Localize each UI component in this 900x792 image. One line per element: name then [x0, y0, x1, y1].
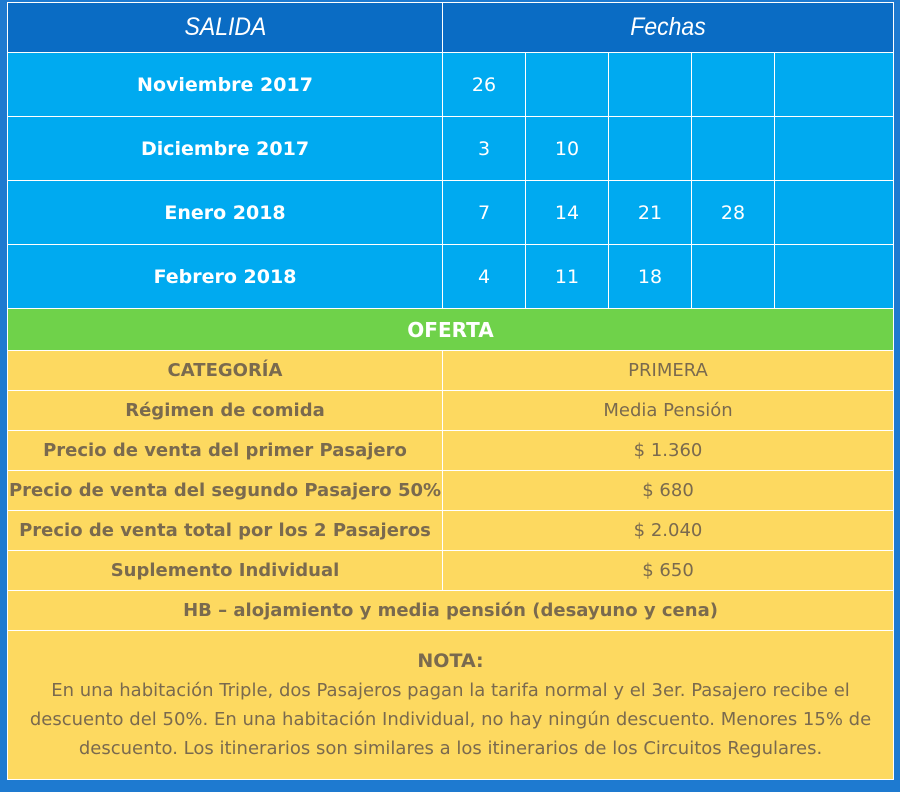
- detail-row: [8, 391, 894, 431]
- departure-row: [8, 245, 894, 309]
- departure-row: [8, 181, 894, 245]
- header-row: [8, 3, 894, 53]
- detail-value: $ 650: [443, 551, 894, 591]
- departure-date: 10: [526, 117, 609, 181]
- departure-date: 11: [526, 245, 609, 309]
- oferta-row: [8, 309, 894, 351]
- departure-date: 3: [443, 117, 526, 181]
- salida-header: SALIDA: [8, 3, 443, 53]
- detail-label: Suplemento Individual: [8, 551, 443, 591]
- departure-date: [609, 117, 692, 181]
- departure-month: Enero 2018: [8, 181, 443, 245]
- detail-value: Media Pensión: [443, 391, 894, 431]
- detail-label: Precio de venta del primer Pasajero: [8, 431, 443, 471]
- nota-cell: [8, 631, 894, 780]
- departure-date: [775, 245, 894, 309]
- departure-date: 28: [692, 181, 775, 245]
- departure-date: [526, 53, 609, 117]
- departure-date: [775, 181, 894, 245]
- detail-value: $ 1.360: [443, 431, 894, 471]
- departure-date: [692, 245, 775, 309]
- detail-label: Régimen de comida: [8, 391, 443, 431]
- departure-month: Noviembre 2017: [8, 53, 443, 117]
- departure-row: [8, 53, 894, 117]
- detail-value: PRIMERA: [443, 351, 894, 391]
- detail-row: [8, 471, 894, 511]
- departure-date: [609, 53, 692, 117]
- oferta-heading: OFERTA: [8, 309, 894, 351]
- nota-text: En una habitación Triple, dos Pasajeros pagan la tarifa normal y el 3er. Pasajero recibe el descuento del 50%. En una habitación Individual, no hay ningún descuento. Menores 15% de descuento. Los itinerarios son similares a los itinerarios de los Circuitos Regulares.: [29, 680, 872, 759]
- detail-label: CATEGORÍA: [8, 351, 443, 391]
- departure-date: [775, 117, 894, 181]
- detail-label: Precio de venta total por los 2 Pasajeros: [8, 511, 443, 551]
- departure-month: Diciembre 2017: [8, 117, 443, 181]
- fechas-header: Fechas: [443, 3, 894, 53]
- hb-note: HB – alojamiento y media pensión (desayuno y cena): [8, 591, 894, 631]
- departure-date: [692, 53, 775, 117]
- departure-date: [775, 53, 894, 117]
- departure-row: [8, 117, 894, 181]
- departure-date: 4: [443, 245, 526, 309]
- detail-row: [8, 511, 894, 551]
- departure-date: 26: [443, 53, 526, 117]
- detail-label: Precio de venta del segundo Pasajero 50%: [8, 471, 443, 511]
- detail-row: [8, 431, 894, 471]
- hb-row: [8, 591, 894, 631]
- departure-date: 18: [609, 245, 692, 309]
- departure-date: [692, 117, 775, 181]
- departure-date: 7: [443, 181, 526, 245]
- departure-date: 14: [526, 181, 609, 245]
- departures-price-table: [7, 2, 894, 780]
- nota-row: [8, 631, 894, 780]
- nota-title: NOTA:: [417, 650, 484, 672]
- departure-date: 21: [609, 181, 692, 245]
- detail-row: [8, 551, 894, 591]
- detail-value: $ 680: [443, 471, 894, 511]
- detail-value: $ 2.040: [443, 511, 894, 551]
- detail-row: [8, 351, 894, 391]
- departure-month: Febrero 2018: [8, 245, 443, 309]
